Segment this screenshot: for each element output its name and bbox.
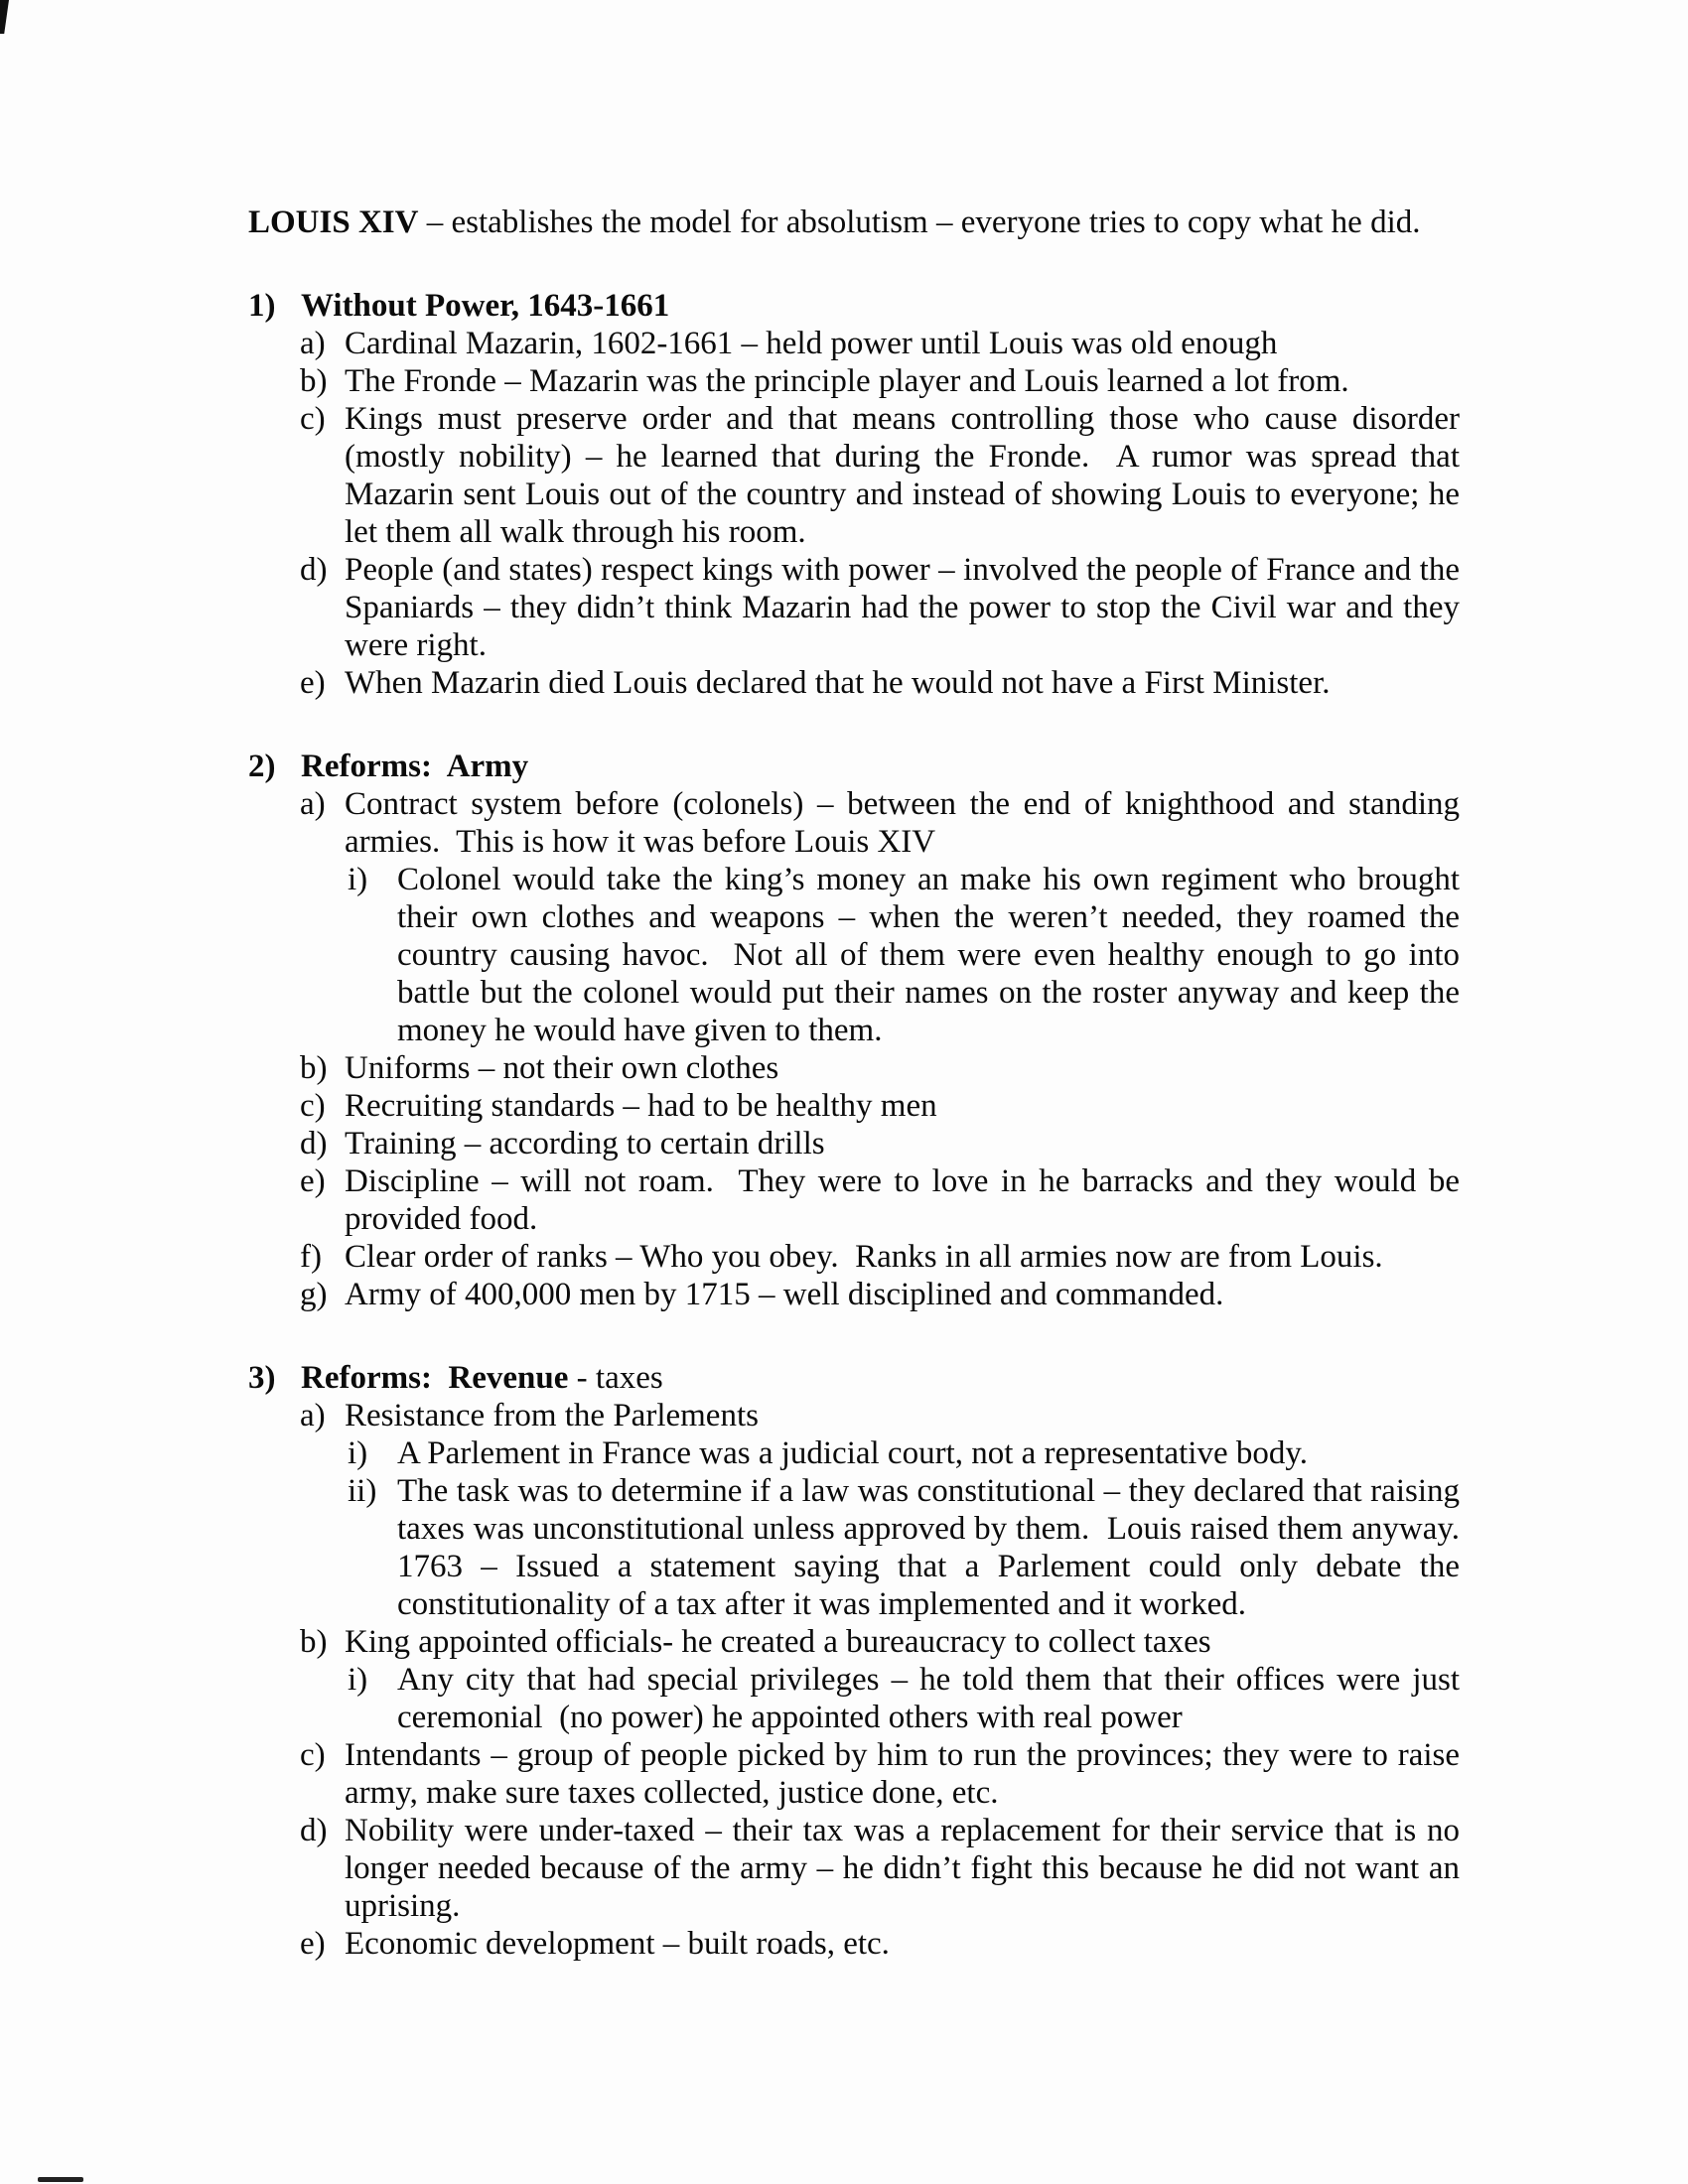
section-number: 2) [248, 749, 276, 784]
list-marker: d) [300, 552, 328, 588]
section-heading-row [248, 287, 1460, 325]
section-heading-row [248, 1359, 1460, 1397]
section-reforms-army [248, 748, 1469, 1313]
list-marker: e) [300, 665, 326, 701]
list-item-3c [300, 1736, 1469, 1812]
list-marker: ii) [348, 1473, 377, 1509]
list-marker: i) [348, 862, 368, 897]
item-text: The task was to determine if a law was constitutional – they declared that raising taxes was unconstitutional unless approved by them. Louis raised them anyway. 1763 – Issued a statement saying that a Parlement could only debate the constitutionality of a tax after it was implemented and it worked. [397, 1473, 1477, 1622]
list-marker: i) [348, 1662, 368, 1698]
list-marker: c) [300, 1737, 326, 1773]
section-number: 3) [248, 1360, 276, 1396]
list-item-2d [300, 1125, 1460, 1162]
item-text: Discipline – will not roam. They were to love in he barracks and they would be provided food. [345, 1163, 1469, 1237]
list-item-1d [300, 551, 1469, 664]
item-text: Cardinal Mazarin, 1602-1661 – held power until Louis was old enough [345, 326, 1278, 361]
list-item-2a [300, 785, 1469, 861]
list-item-1b [300, 362, 1460, 400]
list-marker: g) [300, 1277, 328, 1312]
list-item-2f [300, 1238, 1460, 1276]
list-item-1a [300, 325, 1460, 362]
title-rest: – establishes the model for absolutism – everyone tries to copy what he did. [418, 205, 1421, 240]
item-text: Recruiting standards – had to be healthy men [345, 1088, 937, 1124]
list-marker: e) [300, 1163, 326, 1199]
item-text: Economic development – built roads, etc. [345, 1926, 890, 1962]
item-text: Contract system before (colonels) – between the end of knighthood and standing armies. This is how it was before Louis XIV [345, 786, 1469, 860]
section-heading-bold: Reforms: Revenue [301, 1360, 569, 1396]
list-item-3d [300, 1812, 1469, 1925]
list-subitem-3b-i [348, 1661, 1469, 1736]
item-text: When Mazarin died Louis declared that he would not have a First Minister. [345, 665, 1331, 701]
item-text: The Fronde – Mazarin was the principle player and Louis learned a lot from. [345, 363, 1349, 399]
section-heading-row [248, 748, 1460, 785]
list-item-3e [300, 1925, 1460, 1963]
item-text: Clear order of ranks – Who you obey. Ranks in all armies now are from Louis. [345, 1239, 1383, 1275]
list-item-2b [300, 1049, 1460, 1087]
list-item-2g [300, 1276, 1460, 1313]
list-marker: c) [300, 401, 326, 437]
list-marker: b) [300, 1624, 328, 1660]
document-title [248, 204, 1460, 241]
section-heading-bold: Reforms: Army [301, 749, 529, 784]
list-marker: b) [300, 1050, 328, 1086]
list-subitem-2a-i [348, 861, 1469, 1049]
item-text: Colonel would take the king’s money an make his own regiment who brought their own clothes and weapons – when the weren’t needed, they roamed the country causing havoc. Not all of them were even healthy enough to go into battle but the colonel would put their names on the roster anyway and keep the money he would have given to them. [397, 862, 1469, 1048]
section-without-power [248, 287, 1469, 702]
section-number: 1) [248, 288, 276, 324]
item-text: Army of 400,000 men by 1715 – well disciplined and commanded. [345, 1277, 1224, 1312]
list-subitem-3a-i [348, 1434, 1460, 1472]
list-marker: a) [300, 786, 326, 822]
list-marker: i) [348, 1435, 368, 1471]
list-marker: f) [300, 1239, 322, 1275]
item-text: Uniforms – not their own clothes [345, 1050, 779, 1086]
list-marker: c) [300, 1088, 326, 1124]
section-heading [301, 287, 1460, 325]
list-item-2e [300, 1162, 1469, 1238]
title-subject: LOUIS XIV [248, 205, 419, 240]
item-text: Nobility were under-taxed – their tax was a replacement for their service that is no longer needed because of the army – he didn’t fight this because he did not want an uprising. [345, 1813, 1469, 1924]
list-marker: d) [300, 1813, 328, 1848]
item-text: Kings must preserve order and that means controlling those who cause disorder (mostly nobility) – he learned that during the Fronde. A rumor was spread that Mazarin sent Louis out of the country and instead of showing Louis to everyone; he let them all walk through his room. [345, 401, 1469, 550]
scan-artifact-bottom-left [38, 2177, 83, 2182]
list-item-2c [300, 1087, 1460, 1125]
section-reforms-revenue [248, 1359, 1477, 1963]
item-text: Resistance from the Parlements [345, 1398, 759, 1433]
scan-artifact-top-left [0, 0, 9, 34]
list-marker: e) [300, 1926, 326, 1962]
list-item-3b [300, 1623, 1460, 1661]
item-text: People (and states) respect kings with power – involved the people of France and the Spaniards – they didn’t think Mazarin had the power to stop the Civil war and they were right. [345, 552, 1469, 663]
list-item-3a [300, 1397, 1460, 1434]
section-heading-bold: Without Power, 1643-1661 [301, 288, 670, 324]
list-item-1e [300, 664, 1460, 702]
list-marker: b) [300, 363, 328, 399]
section-heading [301, 748, 1460, 785]
item-text: Training – according to certain drills [345, 1126, 825, 1161]
list-marker: a) [300, 326, 326, 361]
list-item-1c [300, 400, 1469, 551]
item-text: King appointed officials- he created a bureaucracy to collect taxes [345, 1624, 1211, 1660]
item-text: A Parlement in France was a judicial court, not a representative body. [397, 1435, 1308, 1471]
section-heading-suffix: - taxes [568, 1360, 663, 1396]
list-subitem-3a-ii [348, 1472, 1477, 1623]
section-heading [301, 1359, 1460, 1397]
item-text: Intendants – group of people picked by him to run the provinces; they were to raise army, make sure taxes collected, justice done, etc. [345, 1737, 1469, 1811]
item-text: Any city that had special privileges – he told them that their offices were just ceremonial (no power) he appointed others with real power [397, 1662, 1469, 1735]
list-marker: a) [300, 1398, 326, 1433]
document-content [248, 204, 1477, 1963]
list-marker: d) [300, 1126, 328, 1161]
